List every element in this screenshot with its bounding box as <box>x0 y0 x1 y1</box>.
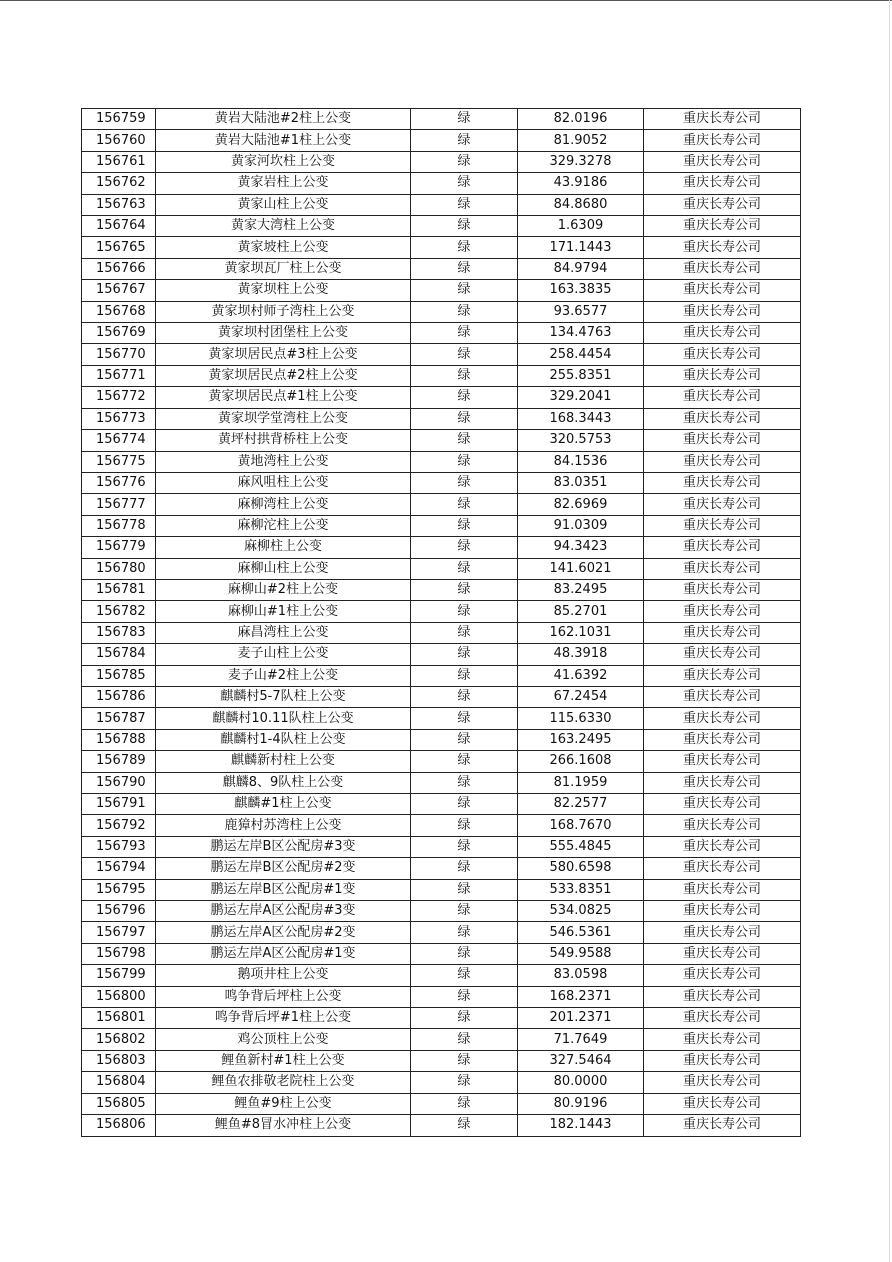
station-name-cell: 鲤鱼#8冒水冲柱上公变 <box>156 1115 411 1136</box>
company-cell: 重庆长寿公司 <box>644 494 801 515</box>
station-name-cell: 黄家大湾柱上公变 <box>156 216 411 237</box>
value-cell: 163.3835 <box>518 280 644 301</box>
station-name-cell: 鸡公顶柱上公变 <box>156 1029 411 1050</box>
table-row <box>82 901 801 922</box>
color-label-cell: 绿 <box>411 965 518 986</box>
company-cell: 重庆长寿公司 <box>644 1029 801 1050</box>
company-cell: 重庆长寿公司 <box>644 686 801 707</box>
station-name-cell: 鸣争背后坪柱上公变 <box>156 986 411 1007</box>
table-row <box>82 644 801 665</box>
value-cell: 168.3443 <box>518 408 644 429</box>
color-label-cell: 绿 <box>411 1115 518 1136</box>
table-row <box>82 1029 801 1050</box>
value-cell: 168.2371 <box>518 986 644 1007</box>
row-id-cell: 156798 <box>82 943 156 964</box>
station-name-cell: 麻风咀柱上公变 <box>156 472 411 493</box>
company-cell: 重庆长寿公司 <box>644 665 801 686</box>
value-cell: 41.6392 <box>518 665 644 686</box>
table-row <box>82 301 801 322</box>
station-name-cell: 黄地湾柱上公变 <box>156 451 411 472</box>
color-label-cell: 绿 <box>411 708 518 729</box>
row-id-cell: 156781 <box>82 579 156 600</box>
value-cell: 115.6330 <box>518 708 644 729</box>
table-row <box>82 686 801 707</box>
color-label-cell: 绿 <box>411 130 518 151</box>
row-id-cell: 156797 <box>82 922 156 943</box>
station-name-cell: 黄家山柱上公变 <box>156 194 411 215</box>
station-name-cell: 麻柳湾柱上公变 <box>156 494 411 515</box>
row-id-cell: 156773 <box>82 408 156 429</box>
row-id-cell: 156766 <box>82 258 156 279</box>
row-id-cell: 156779 <box>82 537 156 558</box>
value-cell: 83.0351 <box>518 472 644 493</box>
table-row <box>82 922 801 943</box>
value-cell: 141.6021 <box>518 558 644 579</box>
station-name-cell: 麻柳山柱上公变 <box>156 558 411 579</box>
station-name-cell: 鹅项井柱上公变 <box>156 965 411 986</box>
station-name-cell: 鲤鱼#9柱上公变 <box>156 1093 411 1114</box>
station-name-cell: 麦子山柱上公变 <box>156 644 411 665</box>
company-cell: 重庆长寿公司 <box>644 772 801 793</box>
company-cell: 重庆长寿公司 <box>644 280 801 301</box>
company-cell: 重庆长寿公司 <box>644 237 801 258</box>
table-row <box>82 237 801 258</box>
station-name-cell: 黄家坝居民点#1柱上公变 <box>156 387 411 408</box>
company-cell: 重庆长寿公司 <box>644 430 801 451</box>
row-id-cell: 156782 <box>82 601 156 622</box>
row-id-cell: 156784 <box>82 644 156 665</box>
station-name-cell: 鲤鱼农排敬老院柱上公变 <box>156 1072 411 1093</box>
color-label-cell: 绿 <box>411 622 518 643</box>
company-cell: 重庆长寿公司 <box>644 601 801 622</box>
value-cell: 84.1536 <box>518 451 644 472</box>
row-id-cell: 156803 <box>82 1050 156 1071</box>
company-cell: 重庆长寿公司 <box>644 858 801 879</box>
color-label-cell: 绿 <box>411 858 518 879</box>
company-cell: 重庆长寿公司 <box>644 130 801 151</box>
station-name-cell: 黄岩大陆池#1柱上公变 <box>156 130 411 151</box>
table-row <box>82 430 801 451</box>
row-id-cell: 156762 <box>82 173 156 194</box>
data-table <box>81 108 801 1137</box>
row-id-cell: 156796 <box>82 901 156 922</box>
company-cell: 重庆长寿公司 <box>644 644 801 665</box>
station-name-cell: 黄家坝村团堡柱上公变 <box>156 323 411 344</box>
row-id-cell: 156774 <box>82 430 156 451</box>
row-id-cell: 156761 <box>82 151 156 172</box>
color-label-cell: 绿 <box>411 579 518 600</box>
row-id-cell: 156806 <box>82 1115 156 1136</box>
value-cell: 43.9186 <box>518 173 644 194</box>
company-cell: 重庆长寿公司 <box>644 1050 801 1071</box>
row-id-cell: 156795 <box>82 879 156 900</box>
table-row <box>82 494 801 515</box>
station-name-cell: 麦子山#2柱上公变 <box>156 665 411 686</box>
station-name-cell: 麻柳山#2柱上公变 <box>156 579 411 600</box>
value-cell: 329.3278 <box>518 151 644 172</box>
company-cell: 重庆长寿公司 <box>644 451 801 472</box>
color-label-cell: 绿 <box>411 472 518 493</box>
value-cell: 533.8351 <box>518 879 644 900</box>
station-name-cell: 黄家坡柱上公变 <box>156 237 411 258</box>
color-label-cell: 绿 <box>411 665 518 686</box>
color-label-cell: 绿 <box>411 344 518 365</box>
table-row <box>82 173 801 194</box>
company-cell: 重庆长寿公司 <box>644 344 801 365</box>
table-row <box>82 194 801 215</box>
color-label-cell: 绿 <box>411 1050 518 1071</box>
row-id-cell: 156764 <box>82 216 156 237</box>
row-id-cell: 156791 <box>82 794 156 815</box>
page-top-border <box>0 0 892 1</box>
color-label-cell: 绿 <box>411 644 518 665</box>
table-row <box>82 579 801 600</box>
station-name-cell: 麻昌湾柱上公变 <box>156 622 411 643</box>
station-name-cell: 鹿獐村苏湾柱上公变 <box>156 815 411 836</box>
value-cell: 580.6598 <box>518 858 644 879</box>
company-cell: 重庆长寿公司 <box>644 323 801 344</box>
company-cell: 重庆长寿公司 <box>644 194 801 215</box>
company-cell: 重庆长寿公司 <box>644 173 801 194</box>
color-label-cell: 绿 <box>411 943 518 964</box>
company-cell: 重庆长寿公司 <box>644 986 801 1007</box>
company-cell: 重庆长寿公司 <box>644 729 801 750</box>
value-cell: 80.9196 <box>518 1093 644 1114</box>
company-cell: 重庆长寿公司 <box>644 901 801 922</box>
color-label-cell: 绿 <box>411 430 518 451</box>
row-id-cell: 156799 <box>82 965 156 986</box>
value-cell: 84.9794 <box>518 258 644 279</box>
value-cell: 82.0196 <box>518 109 644 130</box>
value-cell: 48.3918 <box>518 644 644 665</box>
company-cell: 重庆长寿公司 <box>644 1072 801 1093</box>
row-id-cell: 156790 <box>82 772 156 793</box>
station-name-cell: 麻柳沱柱上公变 <box>156 515 411 536</box>
station-name-cell: 鹏运左岸A区公配房#2变 <box>156 922 411 943</box>
value-cell: 93.6577 <box>518 301 644 322</box>
value-cell: 182.1443 <box>518 1115 644 1136</box>
company-cell: 重庆长寿公司 <box>644 109 801 130</box>
color-label-cell: 绿 <box>411 387 518 408</box>
value-cell: 555.4845 <box>518 836 644 857</box>
station-name-cell: 黄家坝居民点#2柱上公变 <box>156 365 411 386</box>
value-cell: 329.2041 <box>518 387 644 408</box>
value-cell: 94.3423 <box>518 537 644 558</box>
table-row <box>82 943 801 964</box>
value-cell: 255.8351 <box>518 365 644 386</box>
company-cell: 重庆长寿公司 <box>644 365 801 386</box>
value-cell: 168.7670 <box>518 815 644 836</box>
color-label-cell: 绿 <box>411 258 518 279</box>
value-cell: 549.9588 <box>518 943 644 964</box>
row-id-cell: 156777 <box>82 494 156 515</box>
row-id-cell: 156780 <box>82 558 156 579</box>
color-label-cell: 绿 <box>411 1029 518 1050</box>
table-row <box>82 1115 801 1136</box>
company-cell: 重庆长寿公司 <box>644 879 801 900</box>
color-label-cell: 绿 <box>411 494 518 515</box>
row-id-cell: 156793 <box>82 836 156 857</box>
color-label-cell: 绿 <box>411 751 518 772</box>
station-name-cell: 黄家坝瓦厂柱上公变 <box>156 258 411 279</box>
row-id-cell: 156801 <box>82 1008 156 1029</box>
value-cell: 67.2454 <box>518 686 644 707</box>
company-cell: 重庆长寿公司 <box>644 472 801 493</box>
station-name-cell: 麒麟村1-4队柱上公变 <box>156 729 411 750</box>
table-row <box>82 258 801 279</box>
table-row <box>82 794 801 815</box>
table-row <box>82 387 801 408</box>
value-cell: 82.6969 <box>518 494 644 515</box>
row-id-cell: 156804 <box>82 1072 156 1093</box>
station-name-cell: 鸣争背后坪#1柱上公变 <box>156 1008 411 1029</box>
value-cell: 81.1959 <box>518 772 644 793</box>
station-name-cell: 黄家坝学堂湾柱上公变 <box>156 408 411 429</box>
table-row <box>82 986 801 1007</box>
color-label-cell: 绿 <box>411 237 518 258</box>
table-row <box>82 365 801 386</box>
station-name-cell: 鹏运左岸A区公配房#3变 <box>156 901 411 922</box>
color-label-cell: 绿 <box>411 794 518 815</box>
table-row <box>82 1072 801 1093</box>
color-label-cell: 绿 <box>411 280 518 301</box>
value-cell: 546.5361 <box>518 922 644 943</box>
table-row <box>82 515 801 536</box>
table-row <box>82 109 801 130</box>
value-cell: 320.5753 <box>518 430 644 451</box>
table-row <box>82 323 801 344</box>
value-cell: 134.4763 <box>518 323 644 344</box>
color-label-cell: 绿 <box>411 1093 518 1114</box>
company-cell: 重庆长寿公司 <box>644 151 801 172</box>
company-cell: 重庆长寿公司 <box>644 558 801 579</box>
table-row <box>82 815 801 836</box>
color-label-cell: 绿 <box>411 515 518 536</box>
table-row <box>82 622 801 643</box>
company-cell: 重庆长寿公司 <box>644 1115 801 1136</box>
row-id-cell: 156759 <box>82 109 156 130</box>
table-row <box>82 858 801 879</box>
color-label-cell: 绿 <box>411 151 518 172</box>
color-label-cell: 绿 <box>411 109 518 130</box>
value-cell: 81.9052 <box>518 130 644 151</box>
row-id-cell: 156768 <box>82 301 156 322</box>
value-cell: 1.6309 <box>518 216 644 237</box>
row-id-cell: 156794 <box>82 858 156 879</box>
station-name-cell: 麻柳柱上公变 <box>156 537 411 558</box>
value-cell: 534.0825 <box>518 901 644 922</box>
row-id-cell: 156792 <box>82 815 156 836</box>
table-row <box>82 216 801 237</box>
table-row <box>82 665 801 686</box>
station-name-cell: 鹏运左岸A区公配房#1变 <box>156 943 411 964</box>
table-row <box>82 280 801 301</box>
company-cell: 重庆长寿公司 <box>644 1008 801 1029</box>
company-cell: 重庆长寿公司 <box>644 515 801 536</box>
color-label-cell: 绿 <box>411 836 518 857</box>
station-name-cell: 麻柳山#1柱上公变 <box>156 601 411 622</box>
row-id-cell: 156770 <box>82 344 156 365</box>
table-row <box>82 472 801 493</box>
row-id-cell: 156805 <box>82 1093 156 1114</box>
row-id-cell: 156772 <box>82 387 156 408</box>
value-cell: 171.1443 <box>518 237 644 258</box>
color-label-cell: 绿 <box>411 451 518 472</box>
color-label-cell: 绿 <box>411 216 518 237</box>
row-id-cell: 156788 <box>82 729 156 750</box>
station-name-cell: 黄坪村拱背桥柱上公变 <box>156 430 411 451</box>
company-cell: 重庆长寿公司 <box>644 836 801 857</box>
company-cell: 重庆长寿公司 <box>644 943 801 964</box>
value-cell: 85.2701 <box>518 601 644 622</box>
row-id-cell: 156800 <box>82 986 156 1007</box>
color-label-cell: 绿 <box>411 537 518 558</box>
page-right-edge <box>889 0 890 1262</box>
table-row <box>82 1008 801 1029</box>
color-label-cell: 绿 <box>411 901 518 922</box>
company-cell: 重庆长寿公司 <box>644 794 801 815</box>
table-row <box>82 772 801 793</box>
color-label-cell: 绿 <box>411 558 518 579</box>
color-label-cell: 绿 <box>411 1072 518 1093</box>
value-cell: 327.5464 <box>518 1050 644 1071</box>
station-name-cell: 麒麟村5-7队柱上公变 <box>156 686 411 707</box>
station-name-cell: 鲤鱼新村#1柱上公变 <box>156 1050 411 1071</box>
table-row <box>82 879 801 900</box>
company-cell: 重庆长寿公司 <box>644 965 801 986</box>
table-row <box>82 729 801 750</box>
color-label-cell: 绿 <box>411 301 518 322</box>
color-label-cell: 绿 <box>411 815 518 836</box>
table-row <box>82 558 801 579</box>
table-row <box>82 537 801 558</box>
row-id-cell: 156789 <box>82 751 156 772</box>
color-label-cell: 绿 <box>411 408 518 429</box>
company-cell: 重庆长寿公司 <box>644 922 801 943</box>
company-cell: 重庆长寿公司 <box>644 216 801 237</box>
station-name-cell: 麒麟8、9队柱上公变 <box>156 772 411 793</box>
company-cell: 重庆长寿公司 <box>644 815 801 836</box>
table-row <box>82 965 801 986</box>
station-name-cell: 黄家坝居民点#3柱上公变 <box>156 344 411 365</box>
row-id-cell: 156802 <box>82 1029 156 1050</box>
value-cell: 80.0000 <box>518 1072 644 1093</box>
value-cell: 83.2495 <box>518 579 644 600</box>
color-label-cell: 绿 <box>411 772 518 793</box>
value-cell: 91.0309 <box>518 515 644 536</box>
value-cell: 201.2371 <box>518 1008 644 1029</box>
row-id-cell: 156776 <box>82 472 156 493</box>
color-label-cell: 绿 <box>411 686 518 707</box>
value-cell: 83.0598 <box>518 965 644 986</box>
color-label-cell: 绿 <box>411 879 518 900</box>
row-id-cell: 156785 <box>82 665 156 686</box>
station-name-cell: 黄家河坎柱上公变 <box>156 151 411 172</box>
company-cell: 重庆长寿公司 <box>644 301 801 322</box>
company-cell: 重庆长寿公司 <box>644 537 801 558</box>
station-name-cell: 黄家坝村师子湾柱上公变 <box>156 301 411 322</box>
table-row <box>82 751 801 772</box>
table-row <box>82 151 801 172</box>
table-row <box>82 344 801 365</box>
company-cell: 重庆长寿公司 <box>644 751 801 772</box>
row-id-cell: 156769 <box>82 323 156 344</box>
table-row <box>82 708 801 729</box>
company-cell: 重庆长寿公司 <box>644 408 801 429</box>
value-cell: 71.7649 <box>518 1029 644 1050</box>
table-row <box>82 601 801 622</box>
color-label-cell: 绿 <box>411 601 518 622</box>
row-id-cell: 156763 <box>82 194 156 215</box>
table-row <box>82 408 801 429</box>
table-row <box>82 1050 801 1071</box>
row-id-cell: 156778 <box>82 515 156 536</box>
company-cell: 重庆长寿公司 <box>644 258 801 279</box>
station-name-cell: 麒麟#1柱上公变 <box>156 794 411 815</box>
row-id-cell: 156767 <box>82 280 156 301</box>
company-cell: 重庆长寿公司 <box>644 579 801 600</box>
company-cell: 重庆长寿公司 <box>644 387 801 408</box>
company-cell: 重庆长寿公司 <box>644 1093 801 1114</box>
value-cell: 258.4454 <box>518 344 644 365</box>
station-name-cell: 鹏运左岸B区公配房#1变 <box>156 879 411 900</box>
row-id-cell: 156787 <box>82 708 156 729</box>
row-id-cell: 156771 <box>82 365 156 386</box>
station-name-cell: 鹏运左岸B区公配房#3变 <box>156 836 411 857</box>
color-label-cell: 绿 <box>411 922 518 943</box>
company-cell: 重庆长寿公司 <box>644 708 801 729</box>
row-id-cell: 156765 <box>82 237 156 258</box>
station-name-cell: 黄岩大陆池#2柱上公变 <box>156 109 411 130</box>
table-row <box>82 1093 801 1114</box>
table-row <box>82 130 801 151</box>
company-cell: 重庆长寿公司 <box>644 622 801 643</box>
color-label-cell: 绿 <box>411 1008 518 1029</box>
station-name-cell: 鹏运左岸B区公配房#2变 <box>156 858 411 879</box>
value-cell: 163.2495 <box>518 729 644 750</box>
color-label-cell: 绿 <box>411 194 518 215</box>
row-id-cell: 156786 <box>82 686 156 707</box>
table-body <box>82 109 801 1137</box>
color-label-cell: 绿 <box>411 323 518 344</box>
value-cell: 162.1031 <box>518 622 644 643</box>
value-cell: 84.8680 <box>518 194 644 215</box>
value-cell: 82.2577 <box>518 794 644 815</box>
value-cell: 266.1608 <box>518 751 644 772</box>
color-label-cell: 绿 <box>411 729 518 750</box>
station-name-cell: 麒麟新村柱上公变 <box>156 751 411 772</box>
row-id-cell: 156775 <box>82 451 156 472</box>
row-id-cell: 156760 <box>82 130 156 151</box>
station-name-cell: 黄家坝柱上公变 <box>156 280 411 301</box>
table-row <box>82 451 801 472</box>
station-name-cell: 麒麟村10.11队柱上公变 <box>156 708 411 729</box>
color-label-cell: 绿 <box>411 986 518 1007</box>
color-label-cell: 绿 <box>411 365 518 386</box>
station-name-cell: 黄家岩柱上公变 <box>156 173 411 194</box>
table-row <box>82 836 801 857</box>
row-id-cell: 156783 <box>82 622 156 643</box>
color-label-cell: 绿 <box>411 173 518 194</box>
